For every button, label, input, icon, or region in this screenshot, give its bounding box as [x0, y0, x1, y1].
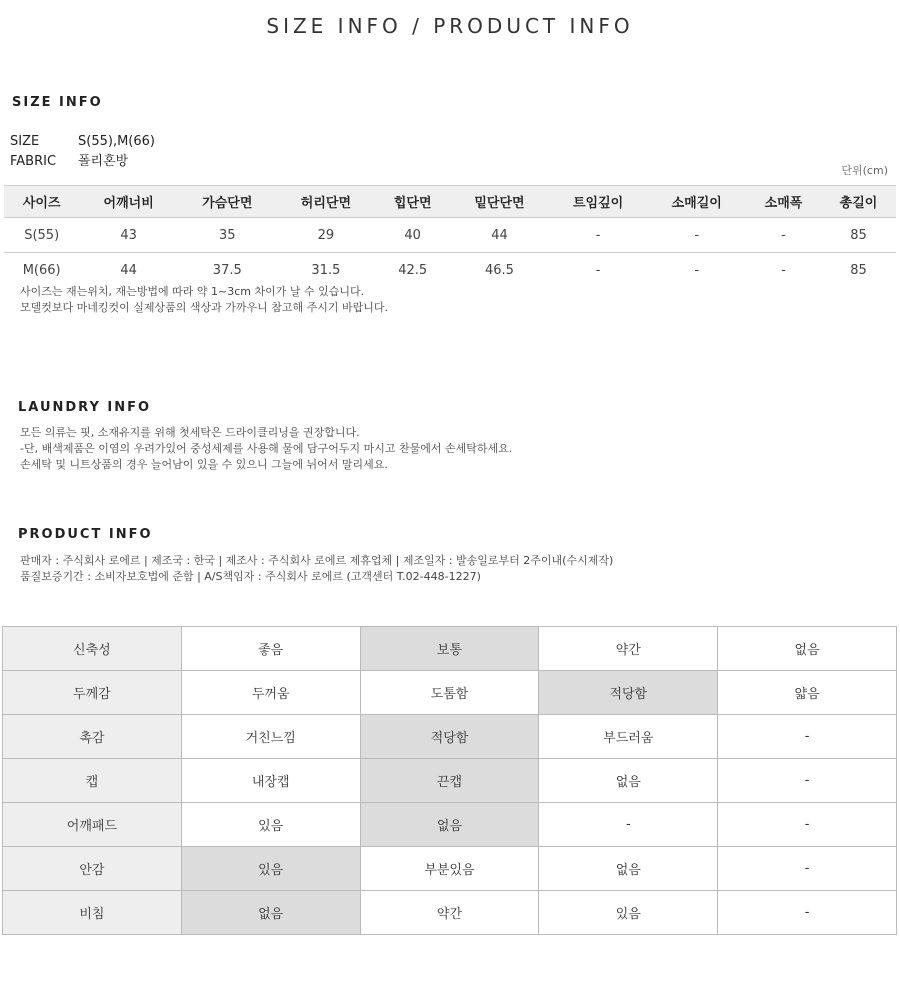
table-cell: 29 [277, 218, 376, 253]
property-option: 없음 [539, 759, 718, 803]
property-option: 있음 [539, 891, 718, 935]
property-option: - [718, 715, 897, 759]
table-cell: - [647, 218, 746, 253]
product-line: 품질보증기간 : 소비자보호법에 준함 | A/S책임자 : 주식회사 로에르 (고객센터 T.02-448-1227) [20, 570, 481, 583]
property-option-selected: 적당함 [539, 671, 718, 715]
property-option: - [718, 847, 897, 891]
size-table-header [4, 186, 896, 218]
laundry-line: 모든 의류는 핏, 소재유지를 위해 첫세탁은 드라이클리닝을 권장합니다. [20, 426, 360, 439]
property-label: 비침 [3, 891, 182, 935]
fabric-key: FABRIC [10, 154, 57, 169]
property-row [3, 803, 897, 847]
property-option: 부분있음 [360, 847, 539, 891]
table-cell: 42.5 [398, 262, 428, 278]
property-option: 두꺼움 [181, 671, 360, 715]
fabric-value: 폴리혼방 [78, 154, 129, 169]
table-row [4, 218, 896, 253]
size-value: S(55),M(66) [78, 134, 155, 149]
property-option: 거친느낌 [181, 715, 360, 759]
header-sleeve-width: 소매폭 [746, 186, 821, 218]
table-cell: - [694, 262, 700, 278]
property-option: - [718, 759, 897, 803]
fabric-row [10, 150, 128, 169]
unit-label: 단위(cm) [841, 164, 888, 177]
property-option: 좋음 [181, 627, 360, 671]
table-cell: 37.5 [212, 262, 242, 278]
size-row [10, 134, 155, 149]
table-cell: - [595, 262, 601, 278]
table-cell: 43 [79, 218, 178, 253]
property-row [3, 759, 897, 803]
laundry-line: -단, 배색제품은 이염의 우려가있어 중성세제를 사용해 물에 담구어두지 마시고 찬물에서 손세탁하세요. [20, 442, 513, 455]
property-row [3, 847, 897, 891]
laundry-line: 손세탁 및 니트상품의 경우 늘어남이 있을 수 있으니 그늘에 뉘어서 말리세요. [20, 458, 388, 471]
header-shoulder: 어깨너비 [79, 186, 178, 218]
laundry-info-heading: LAUNDRY INFO [18, 400, 152, 415]
property-label: 안감 [3, 847, 182, 891]
table-cell: M(66) [22, 262, 61, 278]
table-cell: 31.5 [311, 262, 341, 278]
property-row [3, 627, 897, 671]
product-notes [20, 553, 613, 585]
property-option: 있음 [181, 803, 360, 847]
property-option: 얇음 [718, 671, 897, 715]
property-option: 부드러움 [539, 715, 718, 759]
property-option-selected: 적당함 [360, 715, 539, 759]
property-option: 없음 [539, 847, 718, 891]
property-option: 도톰함 [360, 671, 539, 715]
product-info-heading: PRODUCT INFO [18, 527, 153, 542]
table-cell: 85 [821, 218, 896, 253]
property-option-selected: 끈캡 [360, 759, 539, 803]
header-chest: 가슴단면 [178, 186, 277, 218]
property-option: - [718, 803, 897, 847]
header-total-length: 총길이 [821, 186, 896, 218]
table-cell: S(55) [4, 218, 79, 253]
header-hip: 힙단면 [375, 186, 450, 218]
header-size: 사이즈 [4, 186, 79, 218]
table-cell: 44 [120, 262, 137, 278]
property-option-selected: 없음 [181, 891, 360, 935]
property-option-selected: 보통 [360, 627, 539, 671]
table-cell: 40 [375, 218, 450, 253]
property-label: 어깨패드 [3, 803, 182, 847]
property-option: 내장캡 [181, 759, 360, 803]
header-hem: 밑단단면 [450, 186, 549, 218]
header-waist: 허리단면 [277, 186, 376, 218]
property-option: 없음 [718, 627, 897, 671]
property-label: 신축성 [3, 627, 182, 671]
header-slit: 트임깊이 [549, 186, 648, 218]
property-option: 약간 [539, 627, 718, 671]
page-title: SIZE INFO / PRODUCT INFO [266, 14, 634, 38]
size-notes [20, 284, 388, 316]
property-label: 두께감 [3, 671, 182, 715]
property-option-selected: 있음 [181, 847, 360, 891]
table-row [4, 253, 896, 288]
property-label: 촉감 [3, 715, 182, 759]
table-cell: 46.5 [484, 262, 514, 278]
table-cell: 85 [850, 262, 867, 278]
table-cell: - [781, 262, 786, 278]
property-option-selected: 없음 [360, 803, 539, 847]
table-cell: - [549, 218, 648, 253]
table-cell: - [746, 218, 821, 253]
product-line: 판매자 : 주식회사 로에르 | 제조국 : 한국 | 제조사 : 주식회사 로에르 제휴업체 | 제조일자 : 발송일로부터 2주이내(수시제작) [20, 554, 614, 567]
property-option: - [539, 803, 718, 847]
property-row [3, 715, 897, 759]
property-table [2, 626, 897, 935]
size-table [4, 185, 896, 287]
property-option: - [718, 891, 897, 935]
property-row [3, 891, 897, 935]
size-note-line: 모델컷보다 마네킹컷이 실제상품의 색상과 가까우니 참고해 주시기 바랍니다. [20, 301, 389, 314]
size-note-line: 사이즈는 재는위치, 재는방법에 따라 약 1~3cm 차이가 날 수 있습니다. [20, 285, 365, 298]
laundry-notes [20, 425, 512, 473]
table-cell: 44 [450, 218, 549, 253]
property-option: 약간 [360, 891, 539, 935]
size-info-heading: SIZE INFO [12, 95, 103, 110]
table-cell: 35 [178, 218, 277, 253]
property-row [3, 671, 897, 715]
size-key: SIZE [10, 134, 40, 149]
header-sleeve-length: 소매길이 [647, 186, 746, 218]
property-label: 캡 [3, 759, 182, 803]
